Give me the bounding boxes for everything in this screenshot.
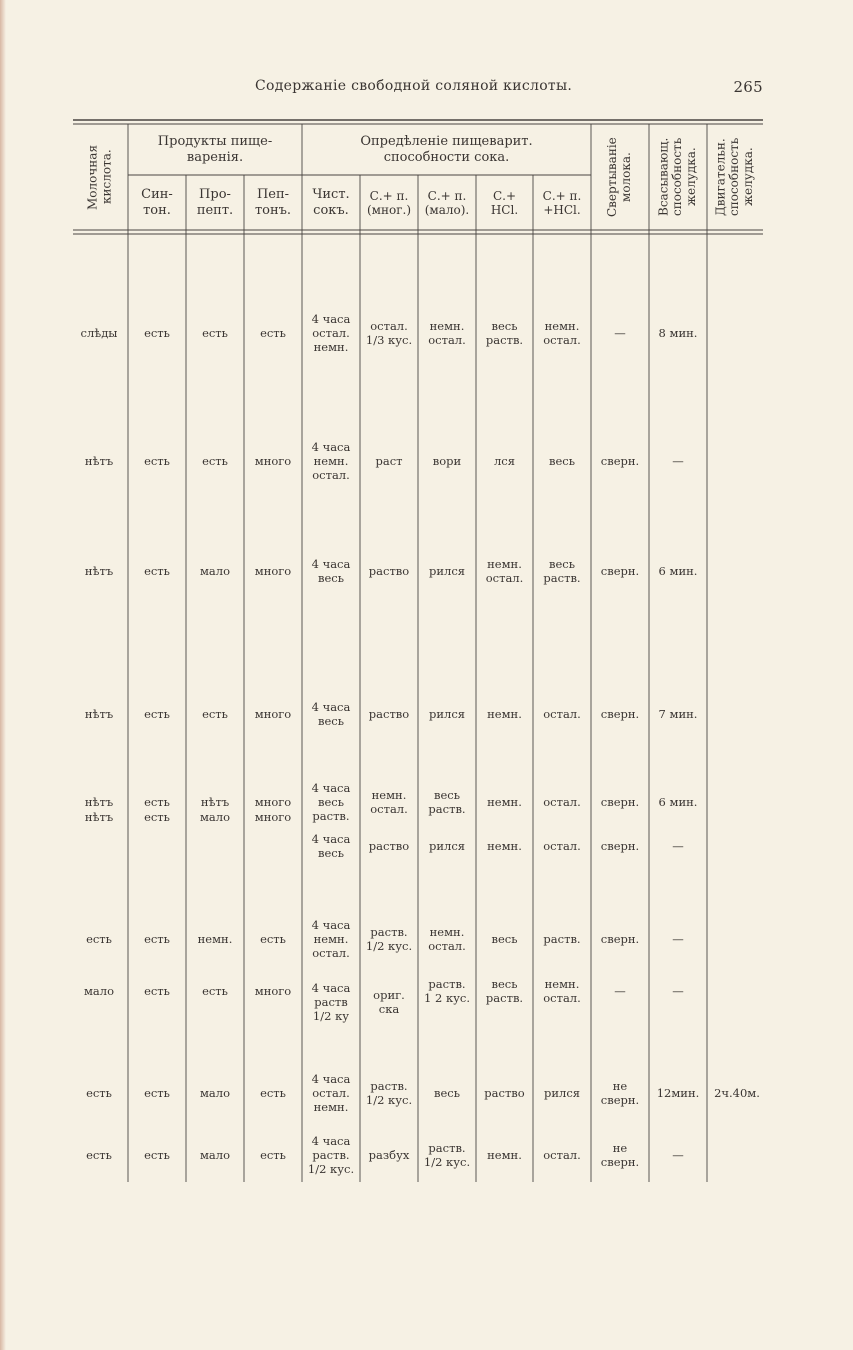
cell-milk-curdling: —	[614, 984, 626, 999]
cell-syntonin: есть	[144, 984, 170, 999]
cell-motor-power	[707, 434, 766, 490]
header-digestion-products: Продукты пище- варенія.	[157, 134, 273, 165]
cell-with-little-peptone: рился	[428, 564, 466, 579]
cell-absorptive-power: 7 мин.	[658, 707, 698, 722]
header-lactic-acid: Молочная кислота.	[85, 144, 114, 210]
cell-syntonin: есть	[144, 1148, 170, 1163]
cell-syntonin: есть	[144, 564, 170, 579]
cell-with-little-peptone: рился	[428, 839, 466, 854]
cell-syntonin: есть	[144, 932, 170, 947]
cell-motor-power	[707, 912, 766, 968]
cell-with-hcl: немн.	[487, 1148, 522, 1163]
cell-lactic-acid: есть	[86, 932, 112, 947]
cell-syntonin: есть	[144, 707, 170, 722]
cell-with-much-peptone: немн. остал.	[370, 788, 408, 816]
cell-lactic-acid: нѣтъ	[84, 707, 114, 722]
cell-with-peptone-hcl: немн. остал.	[543, 977, 581, 1005]
cell-with-hcl: немн. остал.	[485, 557, 524, 585]
cell-with-much-peptone: раство	[368, 707, 410, 722]
header-absorptive-power: Всасывающ. способность желудка.	[656, 137, 698, 217]
cell-absorptive-power: 8 мин.	[658, 326, 698, 341]
cell-propeptone: мало	[199, 810, 231, 824]
cell-with-hcl: немн.	[487, 795, 522, 810]
cell-absorptive-power: —	[672, 1148, 684, 1163]
cell-milk-curdling: сверн.	[600, 795, 640, 810]
cell-milk-curdling: сверн.	[600, 932, 640, 947]
cell-motor-power	[707, 306, 766, 362]
cell-pure-juice: 4 часа весь	[311, 832, 351, 860]
cell-with-peptone-hcl: рился	[543, 1086, 581, 1101]
cell-milk-curdling: не сверн.	[600, 1079, 640, 1107]
cell-milk-curdling: сверн.	[600, 564, 640, 579]
cell-peptone: есть	[260, 1148, 286, 1163]
cell-absorptive-power: 6 мин.	[658, 564, 698, 579]
cell-syntonin: есть	[144, 454, 170, 469]
cell-propeptone: есть	[202, 984, 228, 999]
cell-with-peptone-hcl: остал.	[543, 839, 581, 854]
cell-propeptone: есть	[202, 326, 228, 341]
cell-absorptive-power: —	[672, 454, 684, 469]
cell-syntonin: есть	[144, 795, 170, 810]
cell-with-much-peptone: раств. 1/2 кус.	[365, 925, 413, 953]
cell-with-little-peptone: раств. 1/2 кус.	[423, 1141, 471, 1169]
header-with-little-peptone: С.+ п. (мало).	[424, 188, 470, 217]
cell-with-little-peptone: рился	[428, 707, 466, 722]
running-title: Содержаніе свободной соляной кислоты.	[255, 78, 573, 94]
cell-with-peptone-hcl: немн. остал.	[543, 319, 581, 347]
cell-pure-juice: 4 часа остал. немн.	[311, 1072, 351, 1114]
cell-lactic-acid: мало	[83, 984, 115, 999]
header-digestive-power: Опредѣленіе пищеварит. способности сока.	[360, 134, 533, 165]
header-motor-power: Двигательн. способность желудка.	[713, 137, 755, 217]
cell-with-peptone-hcl: весь раств.	[543, 557, 581, 585]
cell-peptone: есть	[260, 932, 286, 947]
cell-peptone: много	[254, 810, 292, 824]
cell-motor-power	[707, 827, 766, 867]
cell-with-much-peptone: остал. 1/3 кус.	[365, 319, 413, 347]
cell-motor-power	[707, 544, 766, 600]
cell-peptone: много	[254, 564, 292, 579]
cell-with-hcl: немн.	[487, 839, 522, 854]
cell-with-much-peptone: разбух	[368, 1148, 410, 1163]
header-with-much-peptone: С.+ п. (мног.)	[366, 188, 412, 217]
cell-with-little-peptone: весь	[434, 1086, 460, 1101]
cell-motor-power	[707, 1128, 766, 1184]
cell-milk-curdling: не сверн.	[600, 1141, 640, 1169]
cell-propeptone: есть	[202, 454, 228, 469]
cell-with-peptone-hcl: остал.	[543, 795, 581, 810]
cell-peptone: много	[254, 454, 292, 469]
cell-lactic-acid: нѣтъ	[84, 564, 114, 579]
cell-milk-curdling: сверн.	[600, 707, 640, 722]
cell-absorptive-power: —	[672, 932, 684, 947]
cell-lactic-acid: нѣтъ	[84, 810, 114, 824]
cell-with-peptone-hcl: остал.	[543, 1148, 581, 1163]
cell-motor-power	[707, 687, 766, 743]
cell-pure-juice: 4 часа раств 1/2 ку	[311, 981, 351, 1023]
cell-with-much-peptone: раство	[368, 564, 410, 579]
cell-with-much-peptone: ориг. ска	[373, 988, 405, 1016]
cell-pure-juice: 4 часа немн. остал.	[311, 918, 351, 960]
cell-with-much-peptone: раств. 1/2 кус.	[365, 1079, 413, 1107]
cell-milk-curdling: сверн.	[600, 839, 640, 854]
cell-with-hcl: лся	[493, 454, 515, 469]
cell-peptone: много	[254, 984, 292, 999]
cell-motor-power: 2ч.40м.	[714, 1086, 760, 1101]
cell-propeptone: нѣтъ	[200, 795, 230, 810]
header-propeptone: Про- пепт.	[196, 187, 234, 218]
cell-absorptive-power: 12мин.	[656, 1086, 700, 1101]
cell-lactic-acid: слѣды	[80, 326, 118, 341]
cell-peptone: много	[254, 795, 292, 810]
cell-absorptive-power: —	[672, 984, 684, 999]
cell-syntonin: есть	[144, 326, 170, 341]
cell-peptone: есть	[260, 326, 286, 341]
cell-with-hcl: немн.	[487, 707, 522, 722]
header-pure-juice: Чист. сокъ.	[312, 187, 350, 218]
page-number: 265	[733, 78, 763, 96]
header-peptone: Пеп- тонъ.	[254, 187, 292, 218]
cell-lactic-acid: нѣтъ	[84, 795, 114, 810]
cell-syntonin: есть	[144, 1086, 170, 1101]
cell-with-hcl: весь	[491, 932, 518, 947]
header-syntonin: Син- тон.	[141, 187, 173, 218]
cell-pure-juice: 4 часа немн. остал.	[311, 440, 351, 482]
cell-with-little-peptone: немн. остал.	[428, 319, 466, 347]
page-edge-shadow	[0, 0, 6, 1350]
cell-propeptone: немн.	[197, 932, 233, 947]
cell-peptone: есть	[260, 1086, 286, 1101]
header-with-peptone-hcl: С.+ п. +HCl.	[542, 188, 582, 217]
header-with-hcl: С.+ HCl.	[490, 188, 519, 217]
cell-with-hcl: весь раств.	[485, 319, 524, 347]
cell-with-much-peptone: раство	[368, 839, 410, 854]
cell-propeptone: мало	[199, 1086, 231, 1101]
cell-propeptone: мало	[199, 564, 231, 579]
cell-with-hcl: весь раств.	[485, 977, 524, 1005]
cell-peptone: много	[254, 707, 292, 722]
cell-syntonin: есть	[144, 810, 170, 824]
cell-with-peptone-hcl: весь	[549, 454, 575, 469]
cell-lactic-acid: есть	[86, 1148, 112, 1163]
cell-lactic-acid: нѣтъ	[84, 454, 114, 469]
cell-lactic-acid: есть	[86, 1086, 112, 1101]
running-head	[0, 78, 853, 102]
cell-milk-curdling: —	[614, 326, 626, 341]
cell-absorptive-power: 6 мин.	[658, 795, 698, 810]
cell-with-peptone-hcl: остал.	[543, 707, 581, 722]
cell-pure-juice: 4 часа весь	[311, 700, 351, 728]
cell-motor-power	[707, 964, 766, 1020]
cell-propeptone: мало	[199, 1148, 231, 1163]
cell-with-little-peptone: раств. 1 2 кус.	[424, 977, 470, 1005]
cell-with-hcl: раство	[484, 1086, 525, 1101]
cell-with-little-peptone: вори	[432, 454, 462, 469]
cell-with-little-peptone: весь раств.	[428, 788, 466, 816]
cell-propeptone: есть	[202, 707, 228, 722]
cell-pure-juice: 4 часа весь	[311, 557, 351, 585]
cell-pure-juice: 4 часа остал. немн.	[311, 312, 351, 354]
header-milk-curdling: Свертываніе молока.	[605, 137, 633, 217]
cell-with-little-peptone: немн. остал.	[428, 925, 466, 953]
cell-with-peptone-hcl: раств.	[543, 932, 581, 947]
cell-absorptive-power: —	[672, 839, 684, 854]
cell-milk-curdling: сверн.	[600, 454, 640, 469]
cell-with-much-peptone: раст	[375, 454, 403, 469]
cell-pure-juice: 4 часа раств. 1/2 кус.	[307, 1134, 355, 1176]
cell-motor-power	[707, 775, 766, 831]
cell-pure-juice: 4 часа весь раств.	[311, 781, 351, 823]
